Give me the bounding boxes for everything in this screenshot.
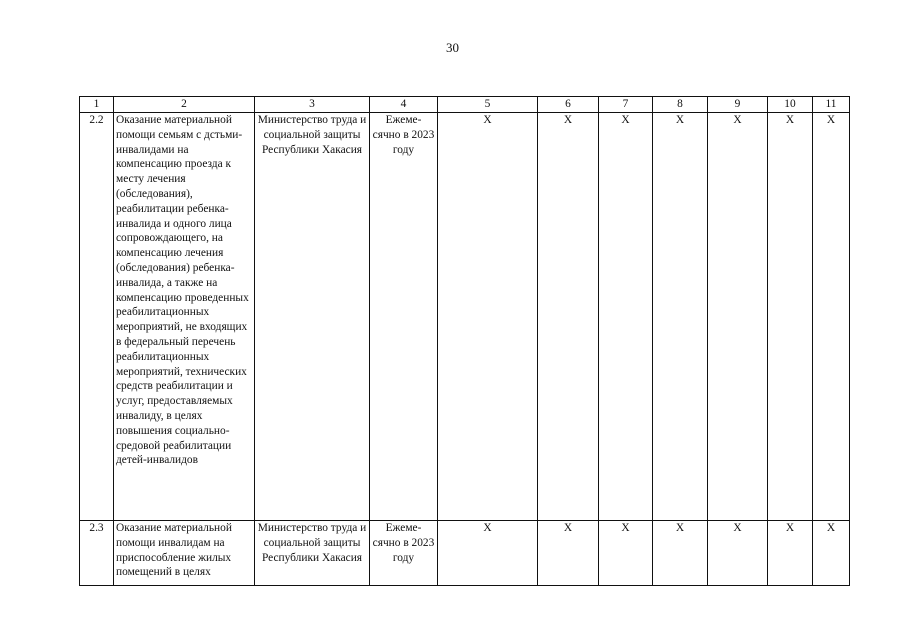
row-description: Оказание материальной помощи инвалидам на приспособление жилых помещений в целях <box>114 521 255 586</box>
row-description: Оказание материальной помощи семьям с дстьми-инвалидами на компенсацию проезда к месту лечения (обследования), реабилитации ребенка-инвалида и одного лица сопровождающего, на компенсацию лечения (обследования) ребенка-инвалида, а также на компенсацию проведенных реабилитационных мероприятий, не входящих в федеральный перечень реабилитационных мероприятий, технических средств реабилитации и услуг, предоставляемых инвалиду, в целях повышения социально-средовой реабилитации детей-инвалидов <box>114 113 255 521</box>
row-mark: Х <box>813 113 850 521</box>
row-mark: Х <box>599 521 653 586</box>
plan-table <box>79 96 850 586</box>
column-number-row <box>80 97 850 113</box>
column-header: 8 <box>653 97 708 113</box>
row-mark: Х <box>768 521 813 586</box>
row-mark: Х <box>599 113 653 521</box>
row-period: Ежеме-сячно в 2023 году <box>370 113 438 521</box>
row-mark: Х <box>653 521 708 586</box>
row-mark: Х <box>813 521 850 586</box>
row-executor: Министерство труда и социальной защиты Республики Хакасия <box>255 521 370 586</box>
table-row <box>80 113 850 521</box>
row-mark: Х <box>438 113 538 521</box>
column-header: 6 <box>538 97 599 113</box>
row-mark: Х <box>708 113 768 521</box>
row-mark: Х <box>538 113 599 521</box>
column-header: 2 <box>114 97 255 113</box>
column-header: 9 <box>708 97 768 113</box>
row-mark: Х <box>768 113 813 521</box>
row-mark: Х <box>538 521 599 586</box>
column-header: 1 <box>80 97 114 113</box>
row-mark: Х <box>653 113 708 521</box>
column-header: 11 <box>813 97 850 113</box>
table-row <box>80 521 850 586</box>
row-period: Ежеме-сячно в 2023 году <box>370 521 438 586</box>
row-mark: Х <box>438 521 538 586</box>
column-header: 5 <box>438 97 538 113</box>
page-number: 30 <box>446 40 459 55</box>
column-header: 4 <box>370 97 438 113</box>
row-number: 2.3 <box>80 521 114 586</box>
row-executor: Министерство труда и социальной защиты Республики Хакасия <box>255 113 370 521</box>
column-header: 3 <box>255 97 370 113</box>
column-header: 7 <box>599 97 653 113</box>
column-header: 10 <box>768 97 813 113</box>
row-number: 2.2 <box>80 113 114 521</box>
row-mark: Х <box>708 521 768 586</box>
